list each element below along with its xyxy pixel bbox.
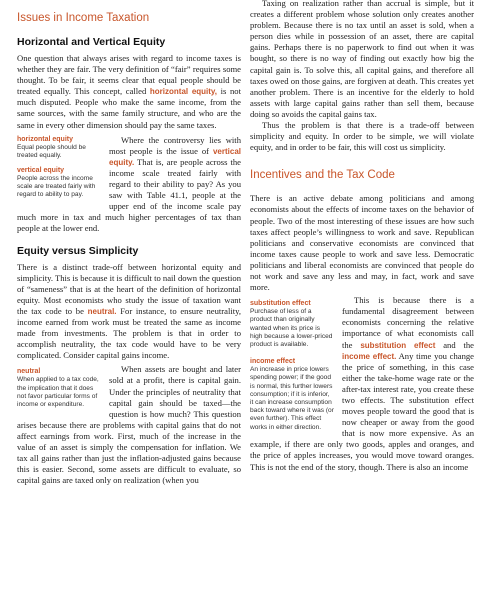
term-neutral: neutral. (87, 306, 117, 316)
text: There is a distinct trade-off between horizontal equity and simplicity. This is because it is difficult to nail down the question of “sameness” that is at the heart of the definition of horizontal equity. Most economists who study the issue of taxation want the tax code to be (17, 261, 241, 316)
glossary-term-neutral: neutral (17, 368, 41, 376)
glossary-term-vertical-equity: vertical equity (17, 167, 65, 175)
text: That is, are people across the income scale treated fairly with regard to their ability to pay? As you saw with Table 41.1, people at the upper end of the income scale pay much more in tax and much higher percentages of tax than people at the lower end. (17, 156, 241, 234)
glossary-def-income-effect: An increase in price lowers spending power; if the good is normal, this further lowers consumption; if it is inferior, it can increase consumption back toward where it was (or even further). This effect works in either direction. (250, 366, 334, 431)
paragraph-debate: There is an active debate among politicians and among economists about the effects of income taxes on the behavior of people. Two of the most interesting of these issues are how such taxes affect people’s willingness to work and save. Republican politicians and conservative economists are convinced that income taxes cause people to work and save less. Democratic politicians and liberal economists are convinced that people do not work and save any less and may, in fact, work and save more. (250, 193, 474, 293)
text: is not much disputed. People who make the same income, from the same sources, with the same family structure, and who are the same in every other dimension should pay the same taxes. (17, 86, 241, 130)
subheading-equity-simplicity: Equity versus Simplicity (17, 244, 139, 257)
text: One question that always arises with regard to income taxes is whether they are fair. The very definition of “fair” requires some thought. To be fair, it seems clear that equal people should be treated equally. This concept, called (17, 53, 241, 97)
paragraph-neutrality (17, 262, 241, 362)
glossary-def-horizontal-equity: Equal people should be treated equally. (17, 143, 86, 159)
glossary-sidebar-effects (250, 299, 334, 432)
glossary-term-income-effect: income effect (250, 358, 296, 366)
paragraph-tradeoff: Thus the problem is that there is a trade-off between simplicity and equity. In order to be simple, we will violate equity, and in order to be fair, this will cost us simplicity. (250, 120, 474, 153)
text: Where the controversy lies with most people is the issue of (109, 134, 241, 156)
subheading-horizontal-vertical: Horizontal and Vertical Equity (17, 36, 166, 48)
glossary-sidebar-neutral (17, 367, 101, 409)
term-vertical-equity: vertical equity. (109, 146, 241, 167)
glossary-def-vertical-equity: People across the income scale are treated fairly with regard to ability to pay. (17, 175, 96, 199)
glossary-def-neutral: When applied to a tax code, the implication that it does not favor particular forms of income or expenditure. (17, 376, 99, 408)
paragraph-fairness (17, 53, 241, 131)
left-column (17, 6, 241, 486)
paragraph-capital-gains: When assets are bought and later sold at a profit, there is capital gain. Under the principles of neutrality that capital gain should be taxed—the question is how much? This question arises because there are problems with capital gains that do not affect earnings from work. First, much of the increase in the value of an asset is simply the compensation for inflation. We tax all gains rather than just the inflation-adjusted gains because this is easier. Second, some assets are difficult to evaluate, so capital gains are taxed only on realization (when you (17, 364, 241, 486)
text: For instance, to ensure neutrality, income earned from work must be treated the same as income made from investments. The problem is that in order to accomplish neutrality, the tax code would have to be very complicated. Consider capital gains income. (17, 305, 242, 361)
glossary-def-substitution-effect: Purchase of less of a product than originally wanted when its price is high because a lower-priced product is available. (250, 308, 333, 348)
section-title-incentives: Incentives and the Tax Code (250, 169, 395, 182)
term-income-effect: income effect. (342, 351, 397, 361)
glossary-term-horizontal-equity: horizontal equity (17, 135, 73, 143)
section-title-issues: Issues in Income Taxation (17, 12, 150, 24)
text: This is because there is a fundamental disagreement between economists concerning the relative importance of what economists call the (342, 295, 474, 350)
paragraph-realization: Taxing on realization rather than accrual is simple, but it creates a different problem whose solution only creates another problem. Because there is no tax until an asset is sold, when a person dies while in possession of an asset, there are capital gains. Perhaps there is no paperwork to find out when it was bought, so there is no way of finding out exactly how big the capital gain is. To solve this, all capital gains, and therefore all taxes owed on those gains, are forgiven at death. This creates yet another problem. There is an incentive for the elderly to hold assets with large capital gains rather than sell them, because doing so avoids the capital gains tax. (250, 0, 474, 119)
right-column (250, 0, 474, 473)
text: Any time you change the price of something, in this case either the take-home wage rate or the after-tax interest rate, you create these two effects. The substitution effect moves people toward the good that is now cheaper or away from the good that is now more expensive. As an example, if there are only two goods, apples and oranges, and the price of apples increases, you would move toward oranges. This is not the end of the story, though. There is also an income (250, 350, 475, 472)
term-substitution-effect: substitution effect (360, 340, 436, 350)
glossary-sidebar (17, 135, 101, 200)
glossary-term-substitution-effect: substitution effect (250, 300, 311, 308)
text: and the (435, 339, 474, 350)
term-horizontal-equity: horizontal equity, (149, 87, 218, 97)
